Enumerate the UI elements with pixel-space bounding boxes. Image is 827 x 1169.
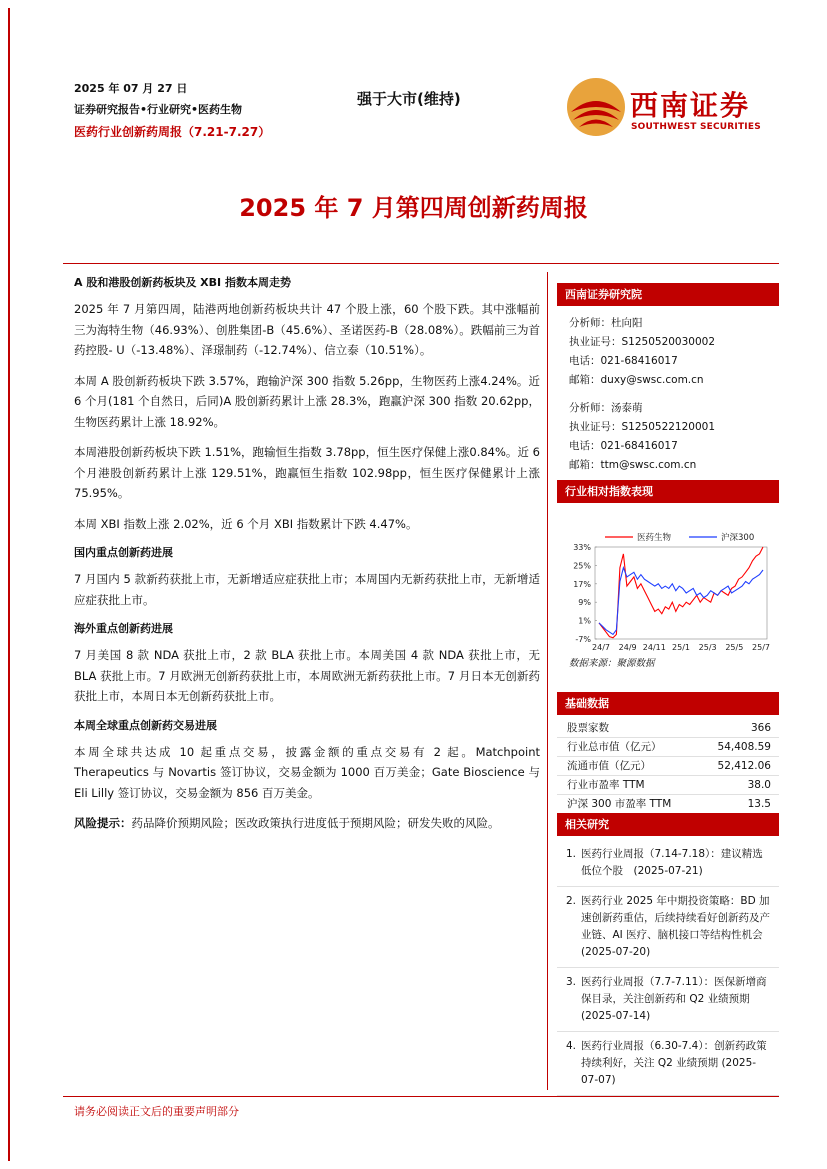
company-logo-icon — [565, 76, 627, 138]
related-item-text: 医药行业周报（7.14-7.18）：建议精选低位个股 (2025-07-21) — [581, 848, 763, 877]
report-subtitle: 医药行业创新药周报（7.21-7.27） — [74, 125, 271, 139]
analyst-2-phone: 电话：021-68416017 — [569, 440, 678, 452]
related-item-text: 医药行业周报（7.7-7.11）：医保新增商保目录，关注创新药和 Q2 业绩预期 (2025-07-14) — [581, 976, 767, 1022]
section-heading-overseas: 海外重点创新药进展 — [74, 622, 173, 635]
paragraph-overseas: 7 月美国 8 款 NDA 获批上市，2 款 BLA 获批上市。本周美国 4 款 NDA 获批上市，无 BLA 获批上市。7 月欧洲无创新药获批上市，本周欧洲无新药获批上市。7 月日本无创新药获批上市，本周日本无创新药获批上市。 — [74, 648, 540, 703]
footer-disclaimer: 请务必阅读正文后的重要声明部分 — [74, 1105, 239, 1118]
risk-label: 风险提示： — [74, 816, 132, 830]
chart-plot-frame — [595, 547, 767, 639]
related-item-number: 1. — [566, 848, 577, 860]
report-date: 2025 年 07 月 27 日 — [74, 82, 188, 95]
paragraph-a-share: 本周 A 股创新药板块下跌 3.57%，跑输沪深 300 指数 5.26pp，生物医药上涨4.24%。近 6 个月(181 个自然日，后同)A 股创新药累计上涨 28.3%，跑赢沪深 300 指数 20.62pp，生物医药累计上涨 18.92%。 — [74, 373, 540, 429]
basic-data-value: 38.0 — [747, 779, 771, 791]
basic-data-row — [557, 719, 779, 738]
basic-data-row — [557, 795, 779, 814]
x-tick-label: 25/1 — [672, 643, 690, 652]
x-tick-label: 25/3 — [698, 643, 717, 652]
logo-name-cn: 西南证券 — [630, 89, 751, 122]
related-research-item[interactable] — [557, 840, 779, 887]
analyst-2-email[interactable]: 邮箱：ttm@swsc.com.cn — [569, 459, 697, 471]
footer-divider — [63, 1096, 779, 1097]
y-tick-label: 25% — [573, 561, 591, 571]
analyst-1-email[interactable]: 邮箱：duxy@swsc.com.cn — [569, 374, 704, 386]
basic-data-row — [557, 738, 779, 757]
basic-data-value: 13.5 — [747, 798, 771, 810]
related-research-item[interactable] — [557, 968, 779, 1032]
basic-data-label: 行业总市值（亿元） — [567, 741, 662, 753]
related-item-text: 医药行业 2025 年中期投资策略：BD 加速创新药重估，后续持续看好创新药及产业链、AI 医疗、脑机接口等结构性机会 (2025-07-20) — [581, 895, 774, 958]
legend-label: 医药生物 — [637, 533, 672, 543]
x-tick-label: 25/5 — [725, 643, 744, 652]
y-tick-label: 17% — [573, 579, 591, 589]
title-divider — [63, 263, 779, 264]
related-research-item[interactable] — [557, 1032, 779, 1096]
basic-data-row — [557, 776, 779, 795]
x-tick-label: 24/7 — [592, 643, 610, 652]
x-tick-label: 25/7 — [752, 643, 770, 652]
paragraph-xbi: 本周 XBI 指数上涨 2.02%，近 6 个月 XBI 指数累计下跌 4.47%。 — [74, 516, 418, 531]
y-tick-label: 33% — [573, 543, 591, 552]
analyst-panel — [557, 283, 779, 475]
logo-name-en: SOUTHWEST SECURITIES — [631, 122, 761, 132]
analyst-1-cert: 执业证号：S1250520030002 — [569, 336, 716, 348]
basic-data-label: 沪深 300 市盈率 TTM — [567, 798, 672, 810]
risk-warning — [74, 813, 540, 834]
paragraph-deals: 本周全球共达成 10 起重点交易，披露金额的重点交易有 2 起。Matchpoint Therapeutics 与 Novartis 签订协议，交易金额为 1000 百万美金；Gate Bioscience 与 Eli Lilly 签订协议，交易金额为 856 百万美金。 — [74, 744, 540, 800]
x-tick-label: 24/9 — [618, 643, 637, 652]
report-type: 证券研究报告•行业研究•医药生物 — [74, 103, 243, 116]
column-divider — [547, 272, 548, 1090]
basic-data-value: 54,408.59 — [717, 741, 771, 753]
relative-index-chart — [557, 503, 779, 653]
chart-panel-header: 行业相对指数表现 — [557, 480, 779, 503]
industry-rating: 强于大市(维持) — [357, 90, 461, 108]
related-item-text: 医药行业周报（6.30-7.4）：创新药政策持续利好，关注 Q2 业绩预期 (2025-07-07) — [581, 1040, 767, 1086]
main-content — [74, 274, 540, 844]
basic-data-value: 366 — [750, 722, 771, 734]
basic-data-header: 基础数据 — [557, 692, 779, 715]
related-research-panel — [557, 813, 779, 1096]
y-tick-label: -7% — [575, 635, 591, 644]
legend-label: 沪深300 — [721, 533, 755, 543]
basic-data-label: 流通市值（亿元） — [567, 760, 651, 772]
related-item-number: 2. — [566, 895, 577, 907]
related-research-header: 相关研究 — [557, 813, 779, 836]
series-line-csi300 — [599, 568, 763, 635]
related-item-number: 4. — [566, 1040, 577, 1052]
analyst-1-name: 分析师：杜向阳 — [569, 317, 643, 329]
paragraph-hk-share: 本周港股创新药板块下跌 1.51%，跑输恒生指数 3.78pp，恒生医疗保健上涨0.84%。近 6 个月港股创新药累计上涨 129.51%，跑赢恒生指数 102.98pp，恒生医疗保健累计上涨 75.95%。 — [74, 445, 540, 500]
paragraph-domestic: 7 月国内 5 款新药获批上市，无新增适应症获批上市；本周国内无新药获批上市，无新增适应症获批上市。 — [74, 572, 540, 607]
section-heading-domestic: 国内重点创新药进展 — [74, 546, 173, 559]
relative-index-chart-panel — [557, 480, 779, 669]
analyst-2-cert: 执业证号：S1250522120001 — [569, 421, 716, 433]
chart-source: 数据来源：聚源数据 — [569, 658, 655, 669]
report-title: 2025 年 7 月第四周创新药周报 — [239, 194, 588, 222]
y-tick-label: 9% — [578, 598, 591, 608]
basic-data-label: 行业市盈率 TTM — [567, 779, 645, 791]
basic-data-panel — [557, 692, 779, 814]
paragraph-weekly-summary: 2025 年 7 月第四周，陆港两地创新药板块共计 47 个股上涨，60 个股下跌。其中涨幅前三为海特生物（46.93%）、创胜集团-B（45.6%）、圣诺医药-B（28.08%）。跌幅前三为首药控股- U（-13.48%）、泽璟制药（-12.74%）、信立泰（10.51%）。 — [74, 302, 540, 357]
left-margin-rule — [8, 8, 10, 1161]
basic-data-value: 52,412.06 — [717, 760, 771, 772]
section-heading-market: A 股和港股创新药板块及 XBI 指数本周走势 — [74, 276, 291, 289]
x-tick-label: 24/11 — [642, 643, 666, 652]
series-line-pharma — [599, 547, 763, 638]
analyst-panel-header: 西南证券研究院 — [557, 283, 779, 306]
section-heading-deals: 本周全球重点创新药交易进展 — [74, 718, 217, 732]
analyst-2-name: 分析师：汤泰萌 — [569, 402, 643, 414]
risk-text: 药品降价预期风险；医改政策执行进度低于预期风险；研发失败的风险。 — [131, 816, 500, 830]
y-tick-label: 1% — [578, 616, 591, 626]
basic-data-label: 股票家数 — [567, 722, 609, 734]
related-research-item[interactable] — [557, 887, 779, 968]
analyst-1-phone: 电话：021-68416017 — [569, 355, 678, 367]
related-item-number: 3. — [566, 976, 577, 988]
basic-data-row — [557, 757, 779, 776]
